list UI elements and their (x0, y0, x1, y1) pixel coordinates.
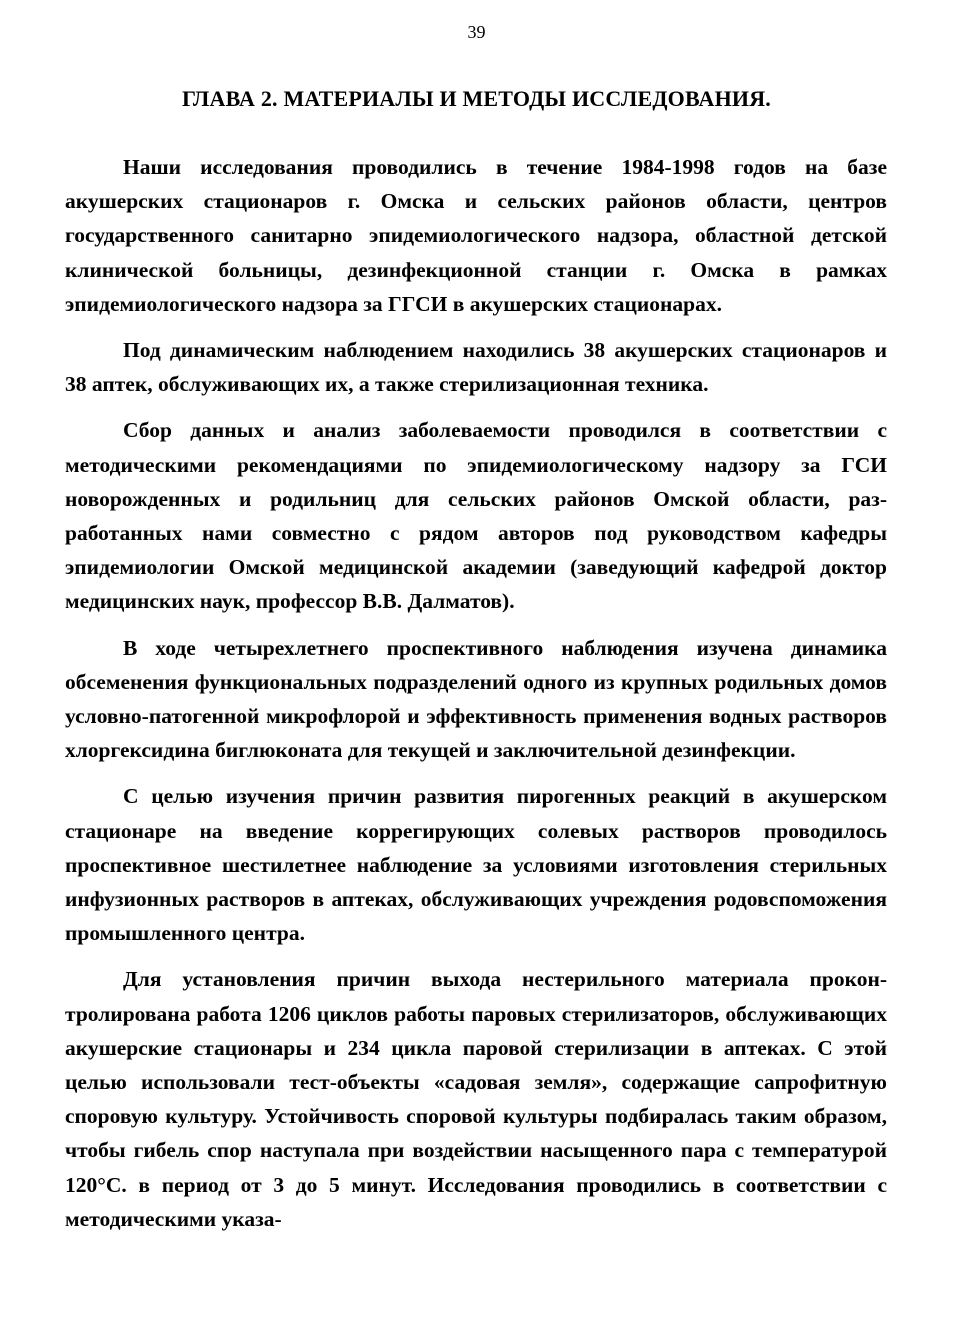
paragraph-microflora-study: В ходе четырехлетнего проспективного наблюдения изучена динамика обсеменения функциональных подразделений одного из крупных родильных домов условно-патогенной микрофлорой и эффективность применения водных растворов хлоргексидина биглюконата для текущей и заключительной дезинфекции. (65, 635, 887, 763)
body-text (65, 150, 887, 1236)
paragraph-observation-scope: Под динамическим наблюдением находились 38 акушерских стационаров и 38 аптек, обслуживающих их, а также стерилизационная техника. (65, 338, 887, 397)
paragraph-sterilization-control: Для установления причин выхода нестерильного материала проконтролирована работа 1206 циклов работы паровых стерилизаторов, обслуживающих акушерские стационары и 234 цикла паровой стерилизации в аптеках. С этой целью использовали тест-объекты «садовая земля», содержащие сапрофитную споровую культуру. Устойчивость споровой культуры подбиралась таким образом, чтобы гибель спор наступала при воздействии насыщенного пара с температурой 120°С. в период от 3 до 5 минут. Исследования проводились в соответствии с методическими указа- (65, 967, 887, 1231)
page-number: 39 (467, 22, 486, 42)
paragraph-pyrogenic-reactions: С целью изучения причин развития пирогенных реакций в акушерском стационаре на введение коррегирующих солевых растворов проводилось проспективное шестилетнее наблюдение за условиями изготовления стерильных инфузионных растворов в аптеках, обслуживающих учреждения родовспоможения промышленного центра. (65, 784, 887, 946)
paragraph-data-collection: Сбор данных и анализ заболеваемости проводился в соответствии с методическими рекомендациями по эпидемиологическому надзору за ГСИ новорожденных и родильниц для сельских районов Омской области, разработанных нами совместно с рядом авторов под руководством кафедры эпидемиологии Омской медицинской академии (заведующий кафедрой доктор медицинских наук, профессор В.В. Далматов). (65, 418, 887, 614)
chapter-title: ГЛАВА 2. МАТЕРИАЛЫ И МЕТОДЫ ИССЛЕДОВАНИЯ. (182, 86, 771, 111)
paragraph-study-base: Наши исследования проводились в течение 1984-1998 годов на базе акушерских стационаров г. Омска и сельских районов области, центров государственного санитарно эпидемиологического надзора, областной детской клинической больницы, дезинфекционной станции г. Омска в рамках эпидемиологического надзора за ГГСИ в акушерских стационарах. (65, 155, 887, 316)
